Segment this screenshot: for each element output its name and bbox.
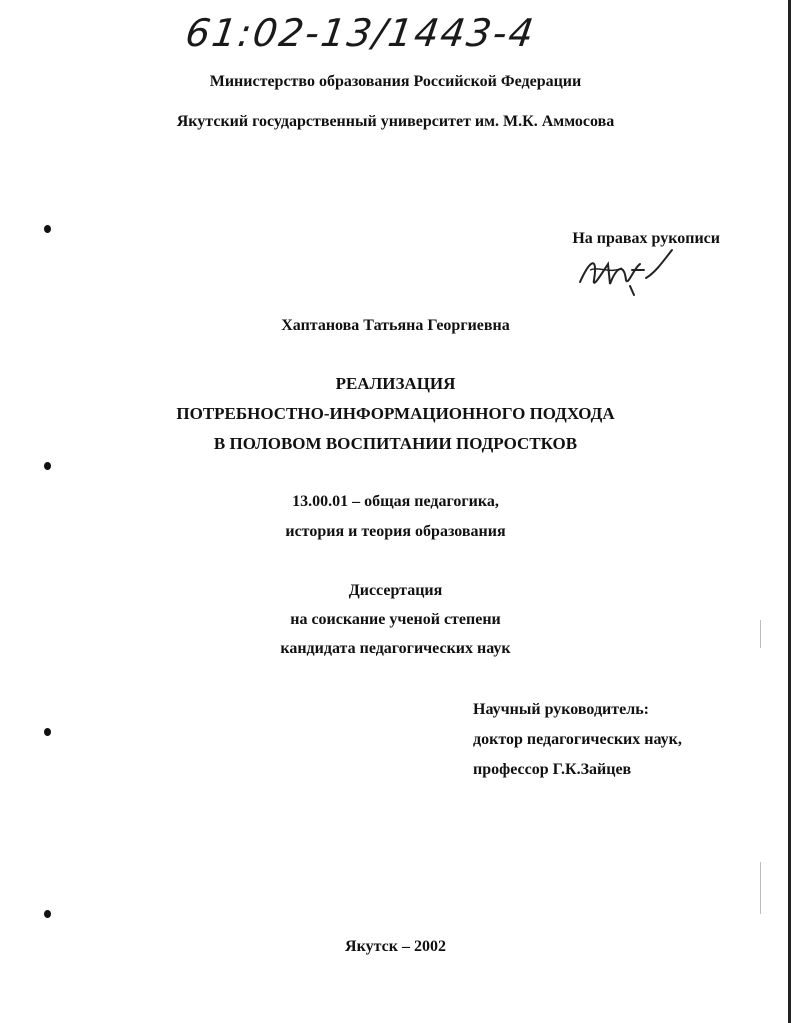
supervisor-line-2: доктор педагогических наук, <box>473 731 682 748</box>
specialty-line-1: 13.00.01 – общая педагогика, <box>292 493 499 510</box>
punch-hole-mark <box>44 462 51 470</box>
specialty-line-2: история и теория образования <box>285 523 506 540</box>
punch-hole-mark <box>44 728 51 736</box>
punch-hole-mark <box>44 225 51 233</box>
supervisor-line-3: профессор Г.К.Зайцев <box>473 761 632 778</box>
degree-line-3: кандидата педагогических наук <box>280 640 511 657</box>
supervisor-line-1: Научный руководитель: <box>473 701 649 718</box>
author-signature <box>570 240 685 300</box>
degree-line-1: Диссертация <box>348 582 443 599</box>
ministry-heading: Министерство образования Российской Федерации <box>209 73 582 90</box>
rights-note: На правах рукописи <box>572 230 720 247</box>
title-line-3: В ПОЛОВОМ ВОСПИТАНИИ ПОДРОСТКОВ <box>213 434 578 453</box>
university-heading: Якутский государственный университет им. М.К. Аммосова <box>176 113 615 130</box>
scan-faint-mark <box>760 862 761 914</box>
degree-line-2: на соискание ученой степени <box>290 611 501 628</box>
handwritten-archive-number: 61:02-13/1443-4 <box>182 11 539 55</box>
city-year: Якутск – 2002 <box>345 938 446 955</box>
punch-hole-mark <box>44 910 51 918</box>
title-line-2: ПОТРЕБНОСТНО-ИНФОРМАЦИОННОГО ПОДХОДА <box>176 404 615 423</box>
title-line-1: РЕАЛИЗАЦИЯ <box>335 374 456 393</box>
author-name: Хаптанова Татьяна Георгиевна <box>281 317 510 334</box>
